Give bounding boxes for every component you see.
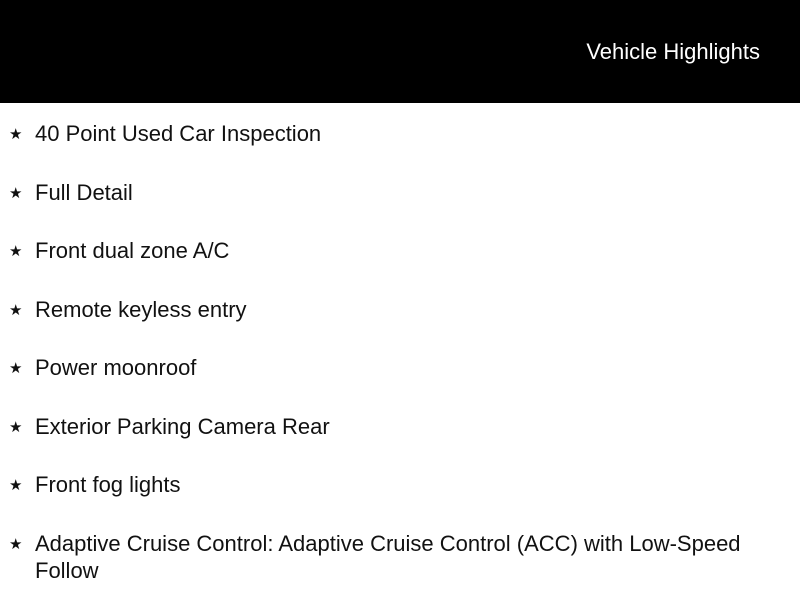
highlight-text: Remote keyless entry xyxy=(35,297,247,322)
star-icon: ★ xyxy=(9,125,23,143)
star-icon: ★ xyxy=(9,418,23,436)
highlight-text: Front fog lights xyxy=(35,472,181,497)
highlight-text: Adaptive Cruise Control: Adaptive Cruise Control (ACC) with Low-Speed Follow xyxy=(35,531,741,583)
highlight-text: Full Detail xyxy=(35,180,133,205)
page-title: Vehicle Highlights xyxy=(586,39,760,64)
star-icon: ★ xyxy=(9,301,23,319)
star-icon: ★ xyxy=(9,476,23,494)
highlight-text: Power moonroof xyxy=(35,355,197,380)
star-icon: ★ xyxy=(9,535,23,553)
highlight-text: Exterior Parking Camera Rear xyxy=(35,414,330,439)
header-bar xyxy=(0,0,800,103)
highlight-text: Front dual zone A/C xyxy=(35,238,230,263)
star-icon: ★ xyxy=(9,242,23,260)
star-icon: ★ xyxy=(9,184,23,202)
star-icon: ★ xyxy=(9,359,23,377)
highlight-text: 40 Point Used Car Inspection xyxy=(35,121,322,146)
